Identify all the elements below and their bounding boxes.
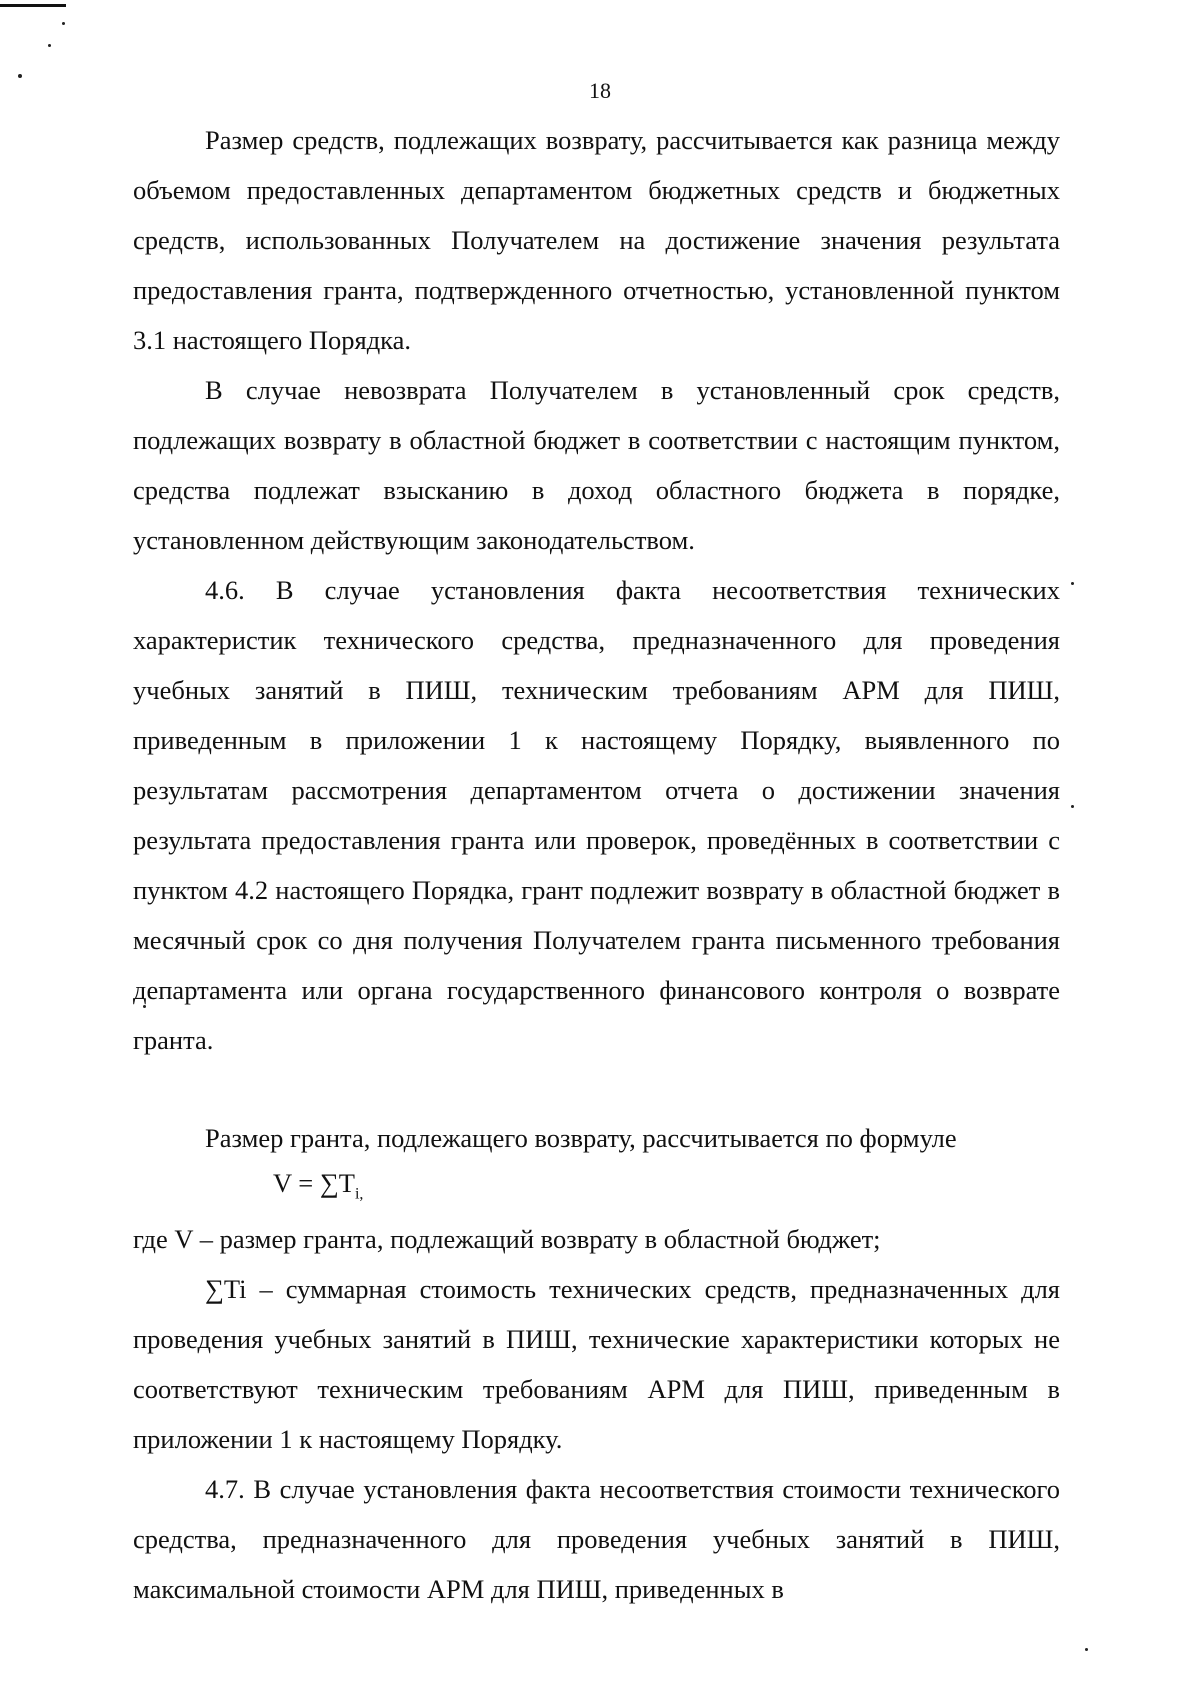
scan-speck xyxy=(1071,805,1074,808)
document-body xyxy=(133,115,1060,1614)
formula xyxy=(133,1163,1060,1214)
paragraph-definition-v: где V – размер гранта, подлежащий возврату в областной бюджет; xyxy=(133,1224,881,1255)
paragraph-4-7: 4.7. В случае установления факта несоответствия стоимости технического средства, предназначенного для проведения учебных занятий в ПИШ, максимальной стоимости АРМ для ПИШ, приведенных в xyxy=(133,1474,1060,1605)
scan-speck xyxy=(1071,582,1074,585)
page-number: 18 xyxy=(589,78,611,103)
formula-main: V = ∑T xyxy=(273,1168,355,1198)
scan-edge-mark xyxy=(0,4,66,7)
scan-speck xyxy=(48,44,51,47)
scan-speck xyxy=(62,22,65,25)
paragraph-4-6: 4.6. В случае установления факта несоответствия технических характеристик технического средства, предназначенного для проведения учебных занятий в ПИШ, техническим требованиям АРМ для ПИШ, приведенным в приложении 1 к настоящему Порядку, выявленного по результатам рассмотрения департаментом отчета о достижении значения результата предоставления гранта или проверок, проведённых в соответствии с пунктом 4.2 настоящего Порядка, грант подлежит возврату в областной бюджет в месячный срок со дня получения Получателем гранта письменного требования департамента или органа государственного финансового контроля о возврате гранта. xyxy=(133,575,1060,1055)
paragraph-refund-amount: Размер средств, подлежащих возврату, рассчитывается как разница между объемом предоставленных департаментом бюджетных средств и бюджетных средств, использованных Получателем на достижение значения результата предоставления гранта, подтвержденного отчетностью, установленной пунктом 3.1 настоящего Порядка. xyxy=(133,125,1060,355)
paragraph-formula-intro: Размер гранта, подлежащего возврату, рассчитывается по формуле xyxy=(205,1123,957,1153)
paragraph-definition-sum: ∑Ti – суммарная стоимость технических средств, предназначенных для проведения учебных занятий в ПИШ, технические характеристики которых не соответствуют техническим требованиям АРМ для ПИШ, приведенным в приложении 1 к настоящему Порядку. xyxy=(133,1274,1060,1455)
formula-subscript: i, xyxy=(354,1185,364,1203)
paragraph-non-return: В случае невозврата Получателем в установленный срок средств, подлежащих возврату в областной бюджет в соответствии с настоящим пунктом, средства подлежат взысканию в доход областного бюджета в порядке, установленном действующим законодательством. xyxy=(133,375,1060,555)
scan-speck xyxy=(1085,1648,1088,1651)
